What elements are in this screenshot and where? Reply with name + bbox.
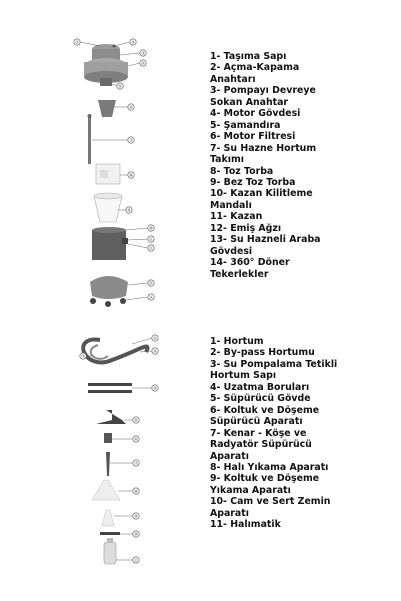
glass-nozzle-illustration (100, 532, 120, 535)
callout-top-4: ④ (141, 60, 145, 66)
accessory-line: Radyatör Süpürücü (210, 439, 312, 451)
cart-illustration (90, 276, 128, 307)
callout-top-1: ① (75, 39, 79, 45)
callout-bottom-6: ⑥ (134, 436, 138, 442)
callout-bottom-10: ⑩ (134, 531, 138, 537)
vacuum-part-line: 11- Kazan (210, 211, 263, 223)
accessory-line: Aparatı (210, 507, 249, 519)
vacuum-part-line: 12- Emiş Ağzı (210, 222, 282, 234)
callout-bottom-7: ⑦ (134, 460, 138, 466)
carpet-washing-illustration (92, 480, 120, 500)
callout-top-13: ⑬ (149, 280, 153, 286)
callout-bottom-4: ④ (153, 385, 157, 391)
vacuum-part-line: Mandalı (210, 199, 252, 211)
callout-top-9: ⑨ (127, 207, 131, 213)
callout-top-11: ⑪ (149, 236, 153, 242)
accessory-line: 1- Hortum (210, 336, 264, 347)
dust-bag-illustration (96, 164, 120, 184)
vacuum-part-line: Gövdesi (210, 245, 253, 257)
callout-bottom-1: ① (153, 335, 157, 341)
accessory-line: Süpürücü Aparatı (210, 416, 303, 428)
vacuum-part-line: 9- Bez Toz Torba (210, 176, 296, 188)
float-illustration (98, 100, 116, 117)
vacuum-part-line: 3- Pompayı Devreye (210, 85, 316, 97)
accessory-line: 2- By-pass Hortumu (210, 347, 315, 359)
callout-bottom-2: ② (153, 348, 157, 354)
callout-top-2: ② (131, 39, 135, 45)
vacuum-part-line: 1- Taşıma Sapı (210, 51, 287, 62)
callout-bottom-11: ⑪ (134, 557, 138, 563)
accessory-line: 5- Süpürücü Gövde (210, 393, 311, 405)
accessory-line: Aparatı (210, 450, 249, 462)
halimatik-illustration (104, 538, 116, 564)
callout-bottom-3: ③ (81, 353, 85, 359)
vacuum-part-line: 8- Toz Torba (210, 165, 274, 177)
motor-head-illustration (84, 44, 128, 89)
vacuum-part-line: 14- 360° Döner (210, 257, 290, 269)
vacuum-part-line: 5- Şamandıra (210, 119, 281, 131)
vacuum-part-line: 10- Kazan Kilitleme (210, 188, 313, 200)
upholstery-nozzle-illustration (104, 433, 112, 443)
vacuum-part-line: Anahtarı (210, 73, 256, 85)
vacuum-part-line: 13- Su Hazneli Araba (210, 234, 321, 246)
accessory-line: 10- Cam ve Sert Zemin (210, 496, 331, 508)
callout-top-12: ⑫ (149, 245, 153, 251)
crevice-nozzle-illustration (106, 452, 110, 476)
callout-bottom-9: ⑨ (134, 513, 138, 519)
vacuum-part-line: 6- Motor Filtresi (210, 131, 296, 143)
callout-top-6: ⑥ (129, 104, 133, 110)
accessory-line: Hortum Sapı (210, 370, 277, 382)
vacuum-part-line: 7- Su Hazne Hortum (210, 142, 317, 154)
accessories-list (210, 336, 400, 531)
vacuum-part-line: Tekerlekler (210, 268, 269, 280)
upholstery-washing-illustration (102, 510, 114, 526)
callouts-bottom (80, 335, 158, 563)
cloth-bag-illustration (94, 193, 122, 222)
callout-top-14: ⑭ (149, 294, 153, 300)
accessory-line: 6- Koltuk ve Döşeme (210, 404, 320, 416)
accessory-line: 7- Kenar - Köşe ve (210, 427, 307, 439)
hose-illustration (83, 340, 147, 363)
callout-bottom-8: ⑧ (134, 488, 138, 494)
motor-filter-illustration (88, 114, 92, 164)
vacuum-part-line: Takımı (210, 154, 244, 166)
floor-nozzle-illustration (96, 410, 126, 424)
callout-top-3: ③ (141, 50, 145, 56)
vacuum-part-line: 2- Açma-Kapama (210, 62, 300, 74)
vacuum-part-line: Sokan Anahtar (210, 96, 289, 108)
accessory-line: 3- Su Pompalama Tetikli (210, 358, 338, 370)
accessory-line: Yıkama Aparatı (210, 484, 291, 496)
accessory-line: 8- Halı Yıkama Aparatı (210, 461, 329, 473)
callout-top-10: ⑩ (149, 225, 153, 231)
callout-top-5: ⑤ (118, 83, 122, 89)
accessory-line: 4- Uzatma Boruları (210, 381, 310, 393)
callout-top-7: ⑦ (129, 137, 133, 143)
accessory-line: 11- Halımatik (210, 519, 281, 531)
tank-illustration (92, 227, 128, 260)
callout-top-8: ⑧ (129, 172, 133, 178)
extension-tubes-illustration (88, 383, 132, 393)
callout-bottom-5: ⑤ (134, 417, 138, 423)
vacuum-part-line: 4- Motor Gövdesi (210, 108, 301, 120)
vacuum-parts-diagram (0, 0, 200, 601)
accessory-line: 9- Koltuk ve Döşeme (210, 473, 320, 485)
vacuum-parts-list (210, 51, 400, 280)
